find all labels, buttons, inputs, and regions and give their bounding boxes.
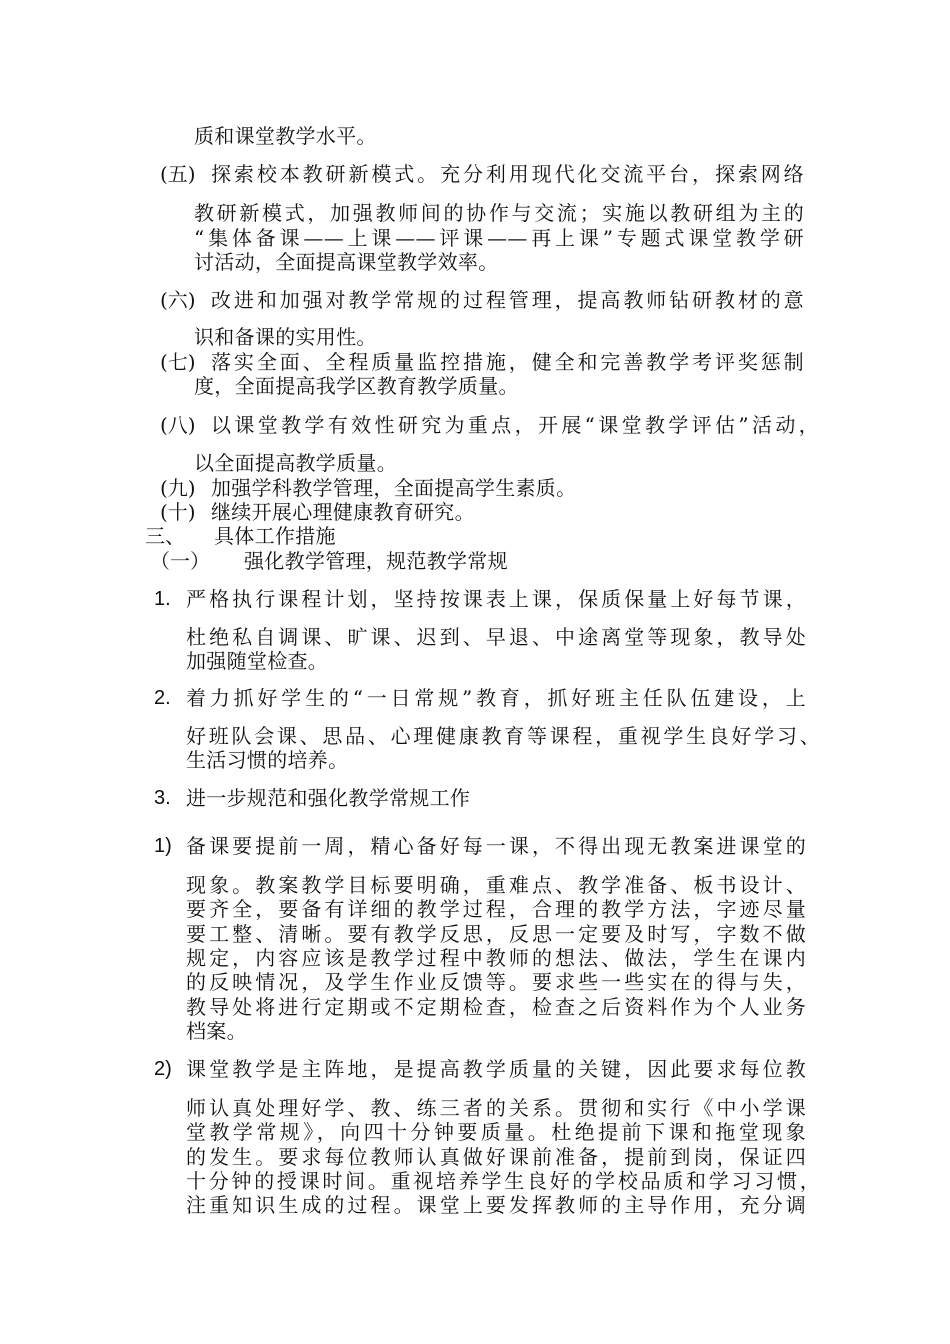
paragraph-line: 严格执行课程计划，坚持按课表上课，保质保量上好每节课， xyxy=(186,587,806,611)
paragraph-line: 要齐全，要备有详细的教学过程，合理的教学方法，字迹尽量 xyxy=(186,897,806,921)
paragraph-line: 识和备课的实用性。 xyxy=(194,325,377,349)
list-marker: (六) xyxy=(160,288,196,312)
list-marker: (五) xyxy=(160,162,196,186)
paragraph-line: 以全面提高教学质量。 xyxy=(194,451,397,475)
paragraph-line: 课堂教学是主阵地，是提高教学质量的关键，因此要求每位教 xyxy=(186,1057,806,1081)
paragraph-line: 的反映情况，及学生作业反馈等。要求些一些实在的得与失， xyxy=(186,970,806,994)
list-number: 2. xyxy=(154,687,171,709)
paragraph-line: 要工整、清晰。要有教学反思，反思一定要及时写，字数不做 xyxy=(186,922,806,946)
list-marker: (七) xyxy=(160,350,196,374)
paragraph-line: “集体备课——上课——评课——再上课”专题式课堂教学研 xyxy=(194,226,804,250)
subsection-number: （一） xyxy=(150,549,210,573)
paragraph-line: 继续开展心理健康教育研究。 xyxy=(211,500,475,524)
paragraph-line: 规定，内容应该是教学过程中教师的想法、做法，学生在课内 xyxy=(186,946,806,970)
section-heading: 具体工作措施 xyxy=(214,524,336,548)
paragraph-line: 的发生。要求每位教师认真做好课前准备，提前到岗，保证四 xyxy=(186,1145,806,1169)
paragraph-line: 质和课堂教学水平。 xyxy=(194,124,377,148)
paragraph-line: 教研新模式，加强教师间的协作与交流；实施以教研组为主的 xyxy=(194,201,804,225)
list-marker: (十) xyxy=(160,500,196,524)
paragraph-line: 探索校本教研新模式。充分利用现代化交流平台，探索网络 xyxy=(211,162,804,186)
list-marker: (八) xyxy=(160,413,196,437)
paragraph-line: 着力抓好学生的“一日常规”教育，抓好班主任队伍建设，上 xyxy=(186,686,806,710)
paragraph-line: 进一步规范和强化教学常规工作 xyxy=(186,786,471,810)
paragraph-line: 师认真处理好学、教、练三者的关系。贯彻和实行《中小学课 xyxy=(186,1096,806,1120)
paragraph-line: 备课要提前一周，精心备好每一课，不得出现无教案进课堂的 xyxy=(186,834,806,858)
paragraph-line: 讨活动，全面提高课堂教学效率。 xyxy=(194,250,499,274)
list-number: 2) xyxy=(154,1058,172,1080)
paragraph-line: 好班队会课、思品、心理健康教育等课程，重视学生良好学习、 xyxy=(186,724,820,748)
paragraph-line: 档案。 xyxy=(186,1019,247,1043)
paragraph-line: 注重知识生成的过程。课堂上要发挥教师的主导作用，充分调 xyxy=(186,1193,806,1217)
paragraph-line: 度，全面提高我学区教育教学质量。 xyxy=(194,374,519,398)
paragraph-line: 生活习惯的培养。 xyxy=(186,748,349,772)
section-number: 三、 xyxy=(145,524,185,548)
list-number: 1. xyxy=(154,588,171,610)
paragraph-line: 杜绝私自调课、旷课、迟到、早退、中途离堂等现象，教导处 xyxy=(186,625,806,649)
list-number: 1) xyxy=(154,835,172,857)
list-number: 3. xyxy=(154,787,171,809)
paragraph-line: 现象。教案教学目标要明确，重难点、教学准备、板书设计、 xyxy=(186,873,806,897)
paragraph-line: 加强学科教学管理，全面提高学生素质。 xyxy=(211,476,577,500)
list-marker: (九) xyxy=(160,476,196,500)
paragraph-line: 以课堂教学有效性研究为重点，开展“课堂教学评估”活动， xyxy=(211,413,819,437)
paragraph-line: 十分钟的授课时间。重视培养学生良好的学校品质和学习习惯， xyxy=(186,1169,820,1193)
paragraph-line: 改进和加强对教学常规的过程管理，提高教师钻研教材的意 xyxy=(211,288,804,312)
paragraph-line: 堂教学常规》，向四十分钟要质量。杜绝提前下课和拖堂现象 xyxy=(186,1120,806,1144)
subsection-heading: 强化教学管理，规范教学常规 xyxy=(244,549,508,573)
paragraph-line: 教导处将进行定期或不定期检查，检查之后资料作为个人业务 xyxy=(186,995,806,1019)
paragraph-line: 加强随堂检查。 xyxy=(186,649,329,673)
paragraph-line: 落实全面、全程质量监控措施，健全和完善教学考评奖惩制 xyxy=(211,350,804,374)
